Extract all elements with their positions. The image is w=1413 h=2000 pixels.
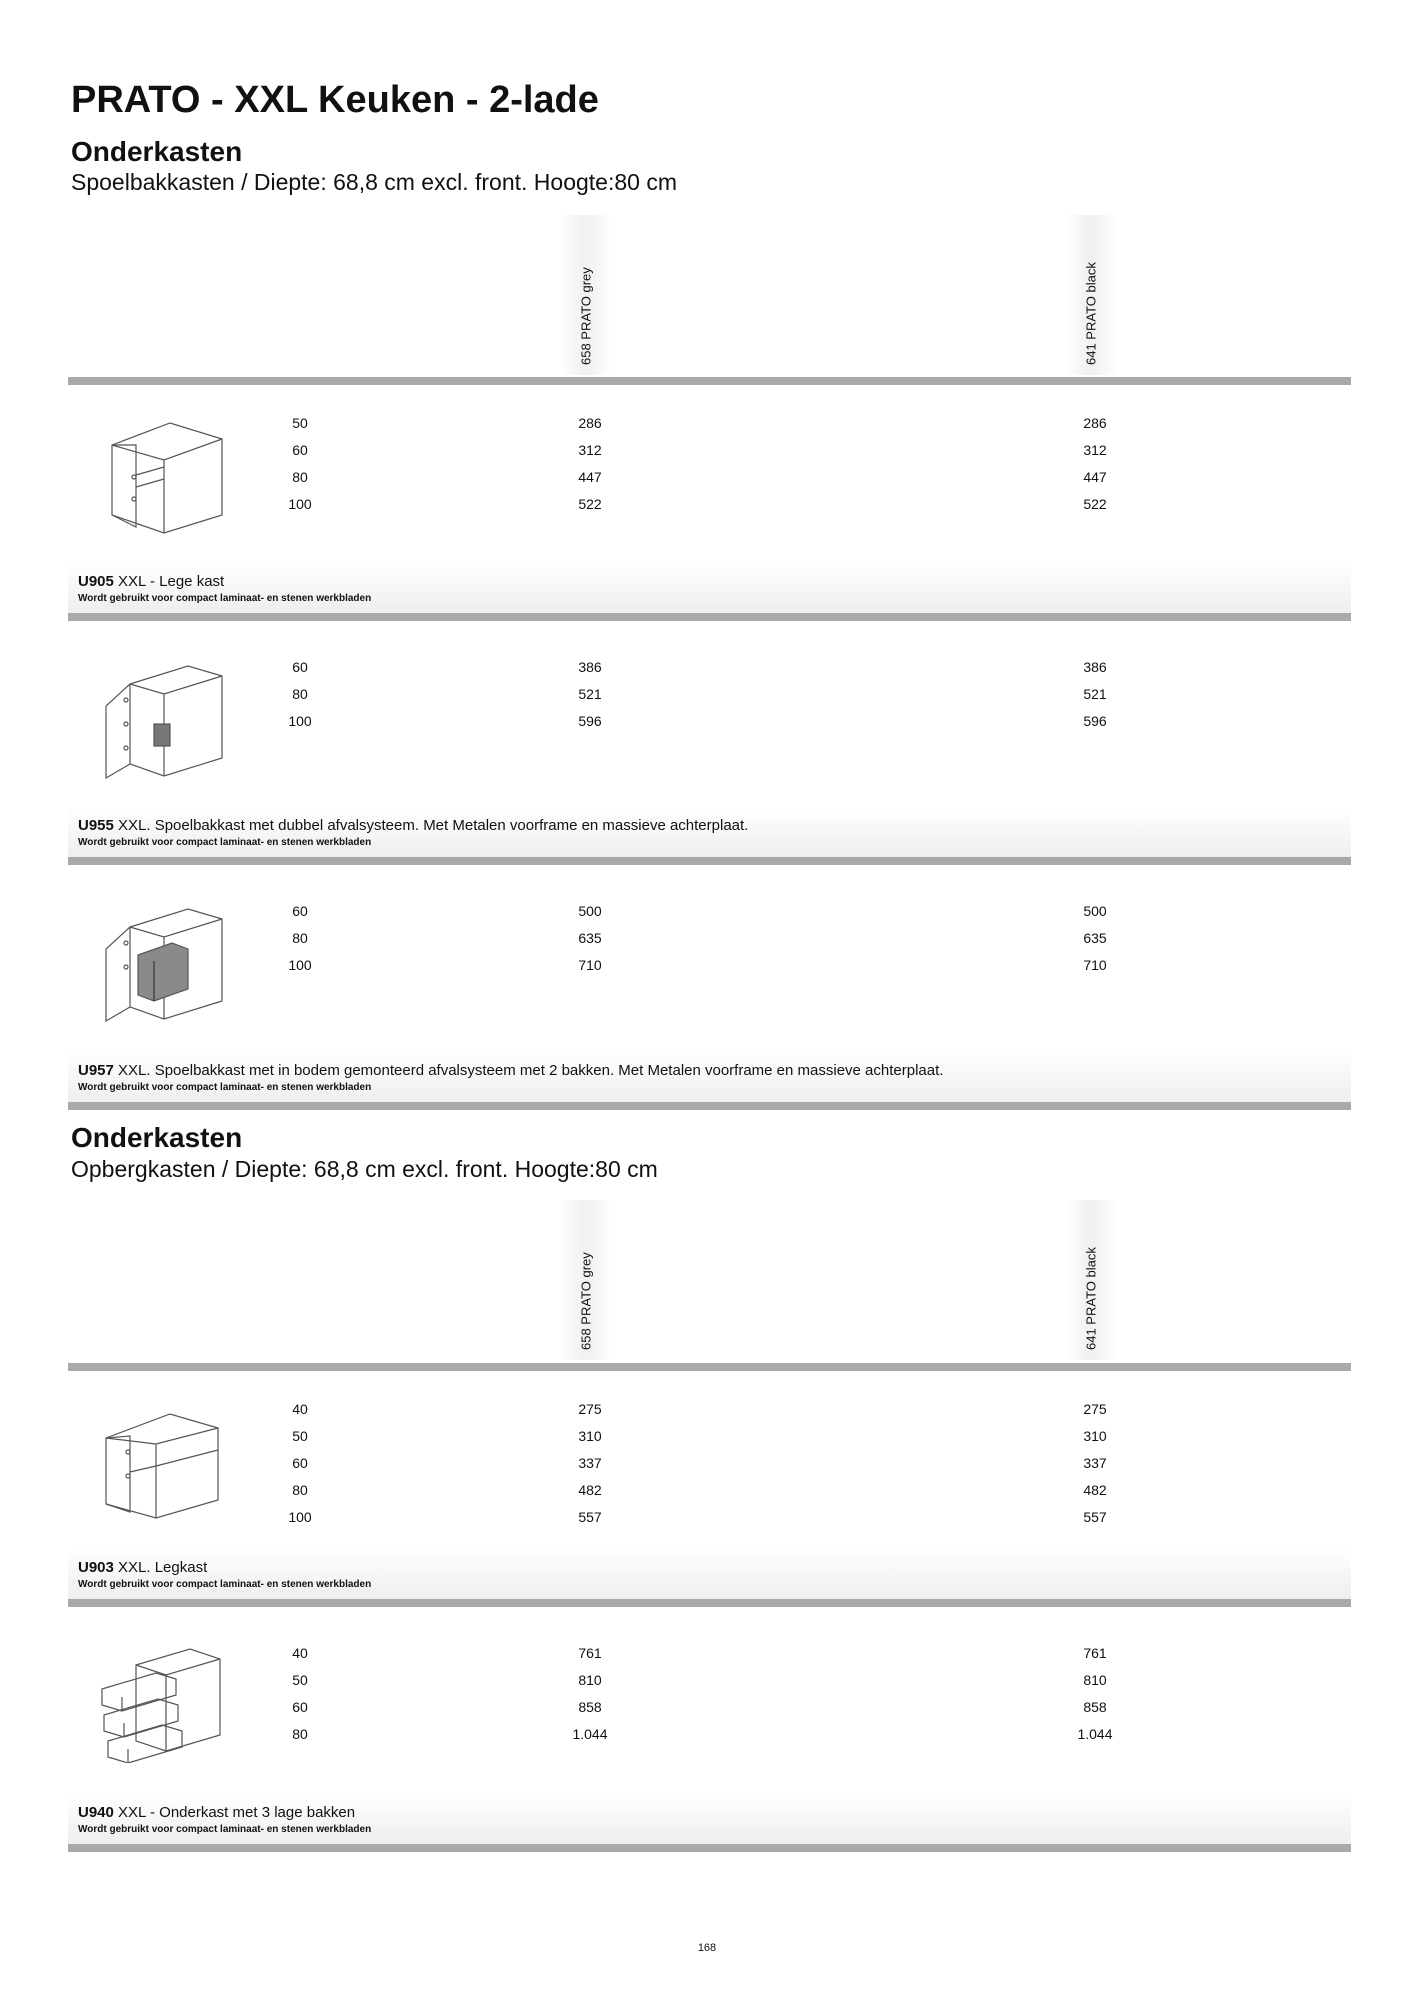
price-value: 312: [578, 442, 602, 458]
product-note: Wordt gebruikt voor compact laminaat- en stenen werkbladen: [78, 1082, 372, 1093]
section-subtitle: Opbergkasten / Diepte: 68,8 cm excl. front. Hoogte:80 cm: [71, 1156, 658, 1182]
size-value: 50: [292, 415, 308, 431]
price-value: 858: [1083, 1699, 1107, 1715]
product-code: U957: [78, 1062, 114, 1079]
product-name: U905 XXL - Lege kast: [78, 573, 225, 590]
product-name: U955 XXL. Spoelbakkast met dubbel afvalsysteem. Met Metalen voorframe en massieve achterplaat.: [78, 817, 749, 834]
product-rule: [68, 857, 1351, 865]
product-code: U905: [78, 573, 114, 590]
price-value: 482: [1083, 1482, 1107, 1498]
black-price-column: [1065, 410, 1125, 518]
black-price-column: [1065, 1396, 1125, 1531]
size-column: [280, 410, 320, 518]
size-value: 60: [292, 903, 308, 919]
size-value: 100: [288, 1509, 312, 1525]
price-value: 500: [1083, 903, 1107, 919]
price-value: 386: [1083, 659, 1107, 675]
size-value: 80: [292, 1726, 308, 1742]
size-column: [280, 654, 320, 735]
price-value: 635: [578, 930, 602, 946]
product-band: [68, 563, 1351, 613]
price-value: 1.044: [1077, 1726, 1113, 1742]
grey-price-column: [560, 898, 620, 979]
page-title: PRATO - XXL Keuken - 2-lade: [71, 79, 599, 121]
product-note: Wordt gebruikt voor compact laminaat- en stenen werkbladen: [78, 593, 372, 604]
black-price-column: [1065, 1640, 1125, 1748]
size-value: 60: [292, 1455, 308, 1471]
price-value: 810: [578, 1672, 602, 1688]
header-rule: [68, 1363, 1351, 1371]
product-rule: [68, 1844, 1351, 1852]
product-band: [68, 1794, 1351, 1844]
section-title: Onderkasten: [71, 1122, 243, 1153]
product-rule: [68, 613, 1351, 621]
price-value: 557: [1083, 1509, 1107, 1525]
price-value: 500: [578, 903, 602, 919]
grey-price-column: [560, 410, 620, 518]
price-value: 761: [578, 1645, 602, 1661]
price-value: 286: [578, 415, 602, 431]
price-value: 386: [578, 659, 602, 675]
grey-price-column: [560, 1640, 620, 1748]
column-header-grey: 658 PRATO grey: [560, 1200, 612, 1360]
size-value: 100: [288, 957, 312, 973]
black-price-column: [1065, 654, 1125, 735]
size-value: 100: [288, 713, 312, 729]
size-value: 60: [292, 659, 308, 675]
price-value: 710: [1083, 957, 1107, 973]
product-band: [68, 807, 1351, 857]
size-value: 60: [292, 1699, 308, 1715]
size-value: 80: [292, 469, 308, 485]
price-value: 521: [1083, 686, 1107, 702]
price-value: 761: [1083, 1645, 1107, 1661]
product-code: U955: [78, 817, 114, 834]
size-value: 60: [292, 442, 308, 458]
size-value: 80: [292, 1482, 308, 1498]
product-name: U940 XXL - Onderkast met 3 lage bakken: [78, 1804, 356, 1821]
price-value: 557: [578, 1509, 602, 1525]
price-value: 310: [1083, 1428, 1107, 1444]
grey-price-column: [560, 1396, 620, 1531]
grey-price-column: [560, 654, 620, 735]
price-value: 312: [1083, 442, 1107, 458]
size-value: 50: [292, 1428, 308, 1444]
size-column: [280, 898, 320, 979]
sink-cabinet-waste-icon: [92, 660, 232, 780]
price-value: 522: [578, 496, 602, 512]
price-value: 522: [1083, 496, 1107, 512]
product-band: [68, 1549, 1351, 1599]
size-column: [280, 1640, 320, 1748]
price-value: 286: [1083, 415, 1107, 431]
price-value: 596: [578, 713, 602, 729]
size-column: [280, 1396, 320, 1531]
product-note: Wordt gebruikt voor compact laminaat- en stenen werkbladen: [78, 837, 372, 848]
product-name: U957 XXL. Spoelbakkast met in bodem gemonteerd afvalsysteem met 2 bakken. Met Metalen voorframe en massieve achterplaat.: [78, 1062, 944, 1079]
shelf-cabinet-icon: [92, 1400, 232, 1520]
product-name: U903 XXL. Legkast: [78, 1559, 208, 1576]
empty-cabinet-icon: [92, 415, 232, 535]
size-value: 40: [292, 1401, 308, 1417]
header-rule: [68, 377, 1351, 385]
product-code: U903: [78, 1559, 114, 1576]
sink-cabinet-bins-icon: [92, 903, 232, 1023]
price-value: 482: [578, 1482, 602, 1498]
size-value: 80: [292, 930, 308, 946]
page-number: 168: [697, 1942, 717, 1954]
price-value: 337: [578, 1455, 602, 1471]
drawer-cabinet-icon: [92, 1643, 232, 1763]
product-note: Wordt gebruikt voor compact laminaat- en stenen werkbladen: [78, 1824, 372, 1835]
price-value: 810: [1083, 1672, 1107, 1688]
column-header-black: 641 PRATO black: [1065, 215, 1117, 375]
price-value: 635: [1083, 930, 1107, 946]
section-subtitle: Spoelbakkasten / Diepte: 68,8 cm excl. front. Hoogte:80 cm: [71, 169, 677, 195]
price-value: 447: [578, 469, 602, 485]
black-price-column: [1065, 898, 1125, 979]
product-note: Wordt gebruikt voor compact laminaat- en stenen werkbladen: [78, 1579, 372, 1590]
product-rule: [68, 1599, 1351, 1607]
price-value: 1.044: [572, 1726, 608, 1742]
price-value: 310: [578, 1428, 602, 1444]
column-header-black: 641 PRATO black: [1065, 1200, 1117, 1360]
price-value: 710: [578, 957, 602, 973]
price-value: 275: [578, 1401, 602, 1417]
section-title: Onderkasten: [71, 136, 243, 167]
price-value: 596: [1083, 713, 1107, 729]
size-value: 40: [292, 1645, 308, 1661]
column-header-grey: 658 PRATO grey: [560, 215, 612, 375]
price-value: 275: [1083, 1401, 1107, 1417]
product-band: [68, 1052, 1351, 1102]
size-value: 100: [288, 496, 312, 512]
product-code: U940: [78, 1804, 114, 1821]
product-rule: [68, 1102, 1351, 1110]
price-value: 521: [578, 686, 602, 702]
price-value: 447: [1083, 469, 1107, 485]
price-value: 858: [578, 1699, 602, 1715]
price-value: 337: [1083, 1455, 1107, 1471]
size-value: 80: [292, 686, 308, 702]
size-value: 50: [292, 1672, 308, 1688]
